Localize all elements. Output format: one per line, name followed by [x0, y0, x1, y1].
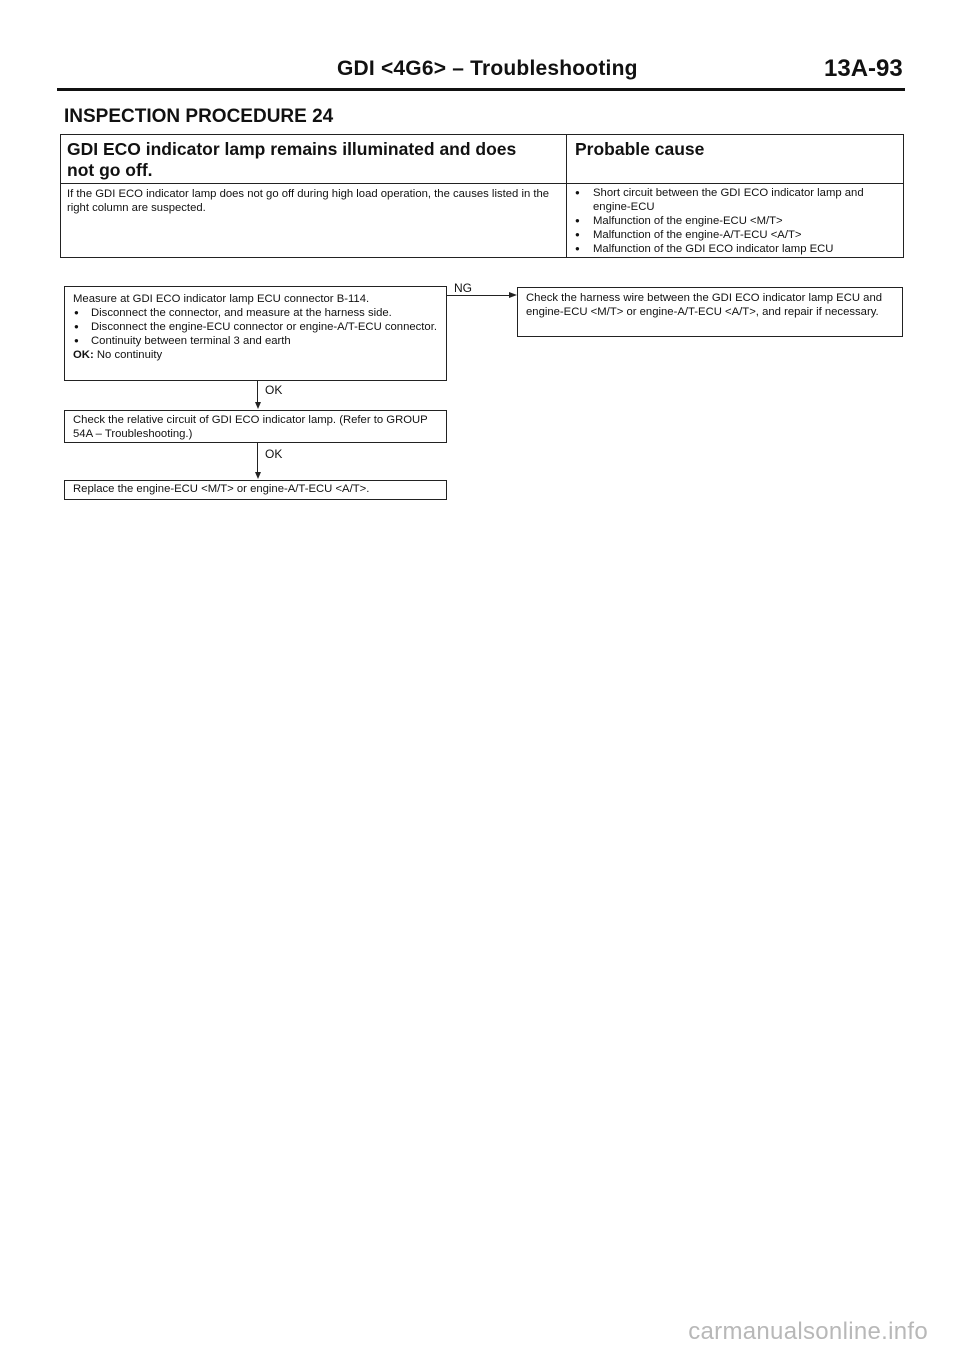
measure-step-list: [73, 306, 438, 348]
watermark: carmanualsonline.info: [688, 1318, 928, 1345]
measure-step-item: ● Continuity between terminal 3 and earth: [73, 334, 438, 348]
ng-connector-line: [447, 295, 509, 296]
replace-ecu-text: Replace the engine-ECU <M/T> or engine-A/T-ECU <A/T>.: [73, 483, 370, 495]
measure-step-box: [64, 286, 447, 381]
check-circuit-text: Check the relative circuit of GDI ECO indicator lamp. (Refer to GROUP 54A – Troubleshooting.): [73, 414, 428, 440]
page-number: 13A-93: [824, 55, 903, 82]
cause-item: ● Malfunction of the GDI ECO indicator lamp ECU: [571, 242, 901, 256]
symptom-description: If the GDI ECO indicator lamp does not go off during high load operation, the causes listed in the right column are suspected.: [67, 188, 550, 214]
check-harness-box: [517, 287, 903, 337]
procedure-title: INSPECTION PROCEDURE 24: [64, 106, 334, 127]
ok-connector-line: [257, 443, 258, 472]
table-row-divider: [61, 183, 903, 184]
arrow-down-icon: [255, 472, 261, 479]
table-column-divider: [566, 135, 567, 257]
cause-item: ● Malfunction of the engine-A/T-ECU <A/T>: [571, 228, 901, 242]
check-harness-text: Check the harness wire between the GDI ECO indicator lamp ECU and engine-ECU <M/T> or engine-A/T-ECU <A/T>, and repair if necessary.: [526, 292, 883, 318]
ok-connector-line: [257, 381, 258, 402]
symptom-table: [60, 134, 904, 258]
ok-criterion-label: OK:: [73, 349, 94, 361]
replace-ecu-box: [64, 480, 447, 500]
ok-criterion: [73, 348, 438, 362]
ok-label: OK: [265, 447, 283, 461]
measure-step-item: ● Disconnect the engine-ECU connector or engine-A/T-ECU connector.: [73, 320, 438, 334]
ng-label: NG: [454, 281, 472, 295]
symptom-heading: GDI ECO indicator lamp remains illuminated and does not go off.: [67, 139, 517, 180]
probable-cause-list: [571, 186, 901, 256]
ok-criterion-value: No continuity: [96, 349, 163, 361]
arrow-down-icon: [255, 402, 261, 409]
page-title: GDI <4G6> – Troubleshooting: [337, 57, 638, 80]
measure-step-title: Measure at GDI ECO indicator lamp ECU connector B-114.: [73, 293, 370, 305]
measure-step-item: ● Disconnect the connector, and measure at the harness side.: [73, 306, 438, 320]
probable-cause-heading: Probable cause: [575, 139, 705, 159]
header-rule: [57, 88, 905, 91]
arrow-right-icon: [509, 292, 517, 298]
check-circuit-box: [64, 410, 447, 443]
cause-item: ● Malfunction of the engine-ECU <M/T>: [571, 214, 901, 228]
ok-label: OK: [265, 383, 283, 397]
cause-item: ● Short circuit between the GDI ECO indicator lamp and engine-ECU: [571, 186, 901, 214]
